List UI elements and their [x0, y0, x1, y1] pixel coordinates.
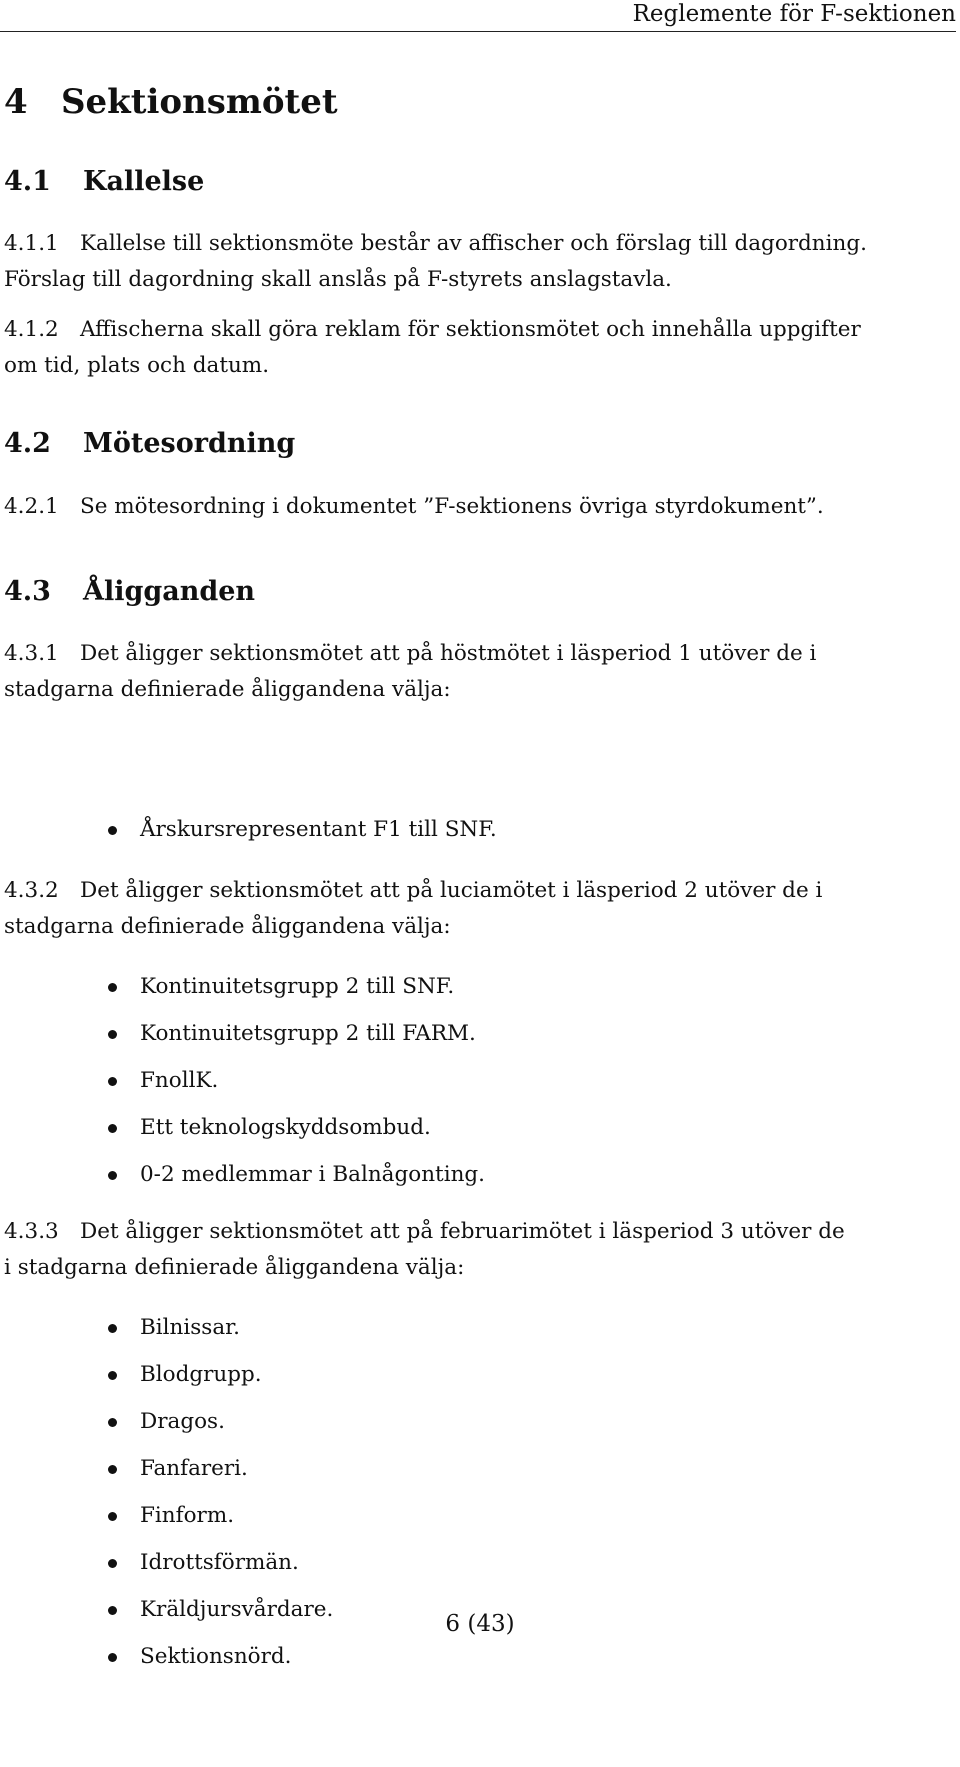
subsection-heading-aligganden [4, 576, 255, 608]
list-item [0, 1548, 333, 1595]
list-item [0, 1066, 485, 1113]
paragraph-4-1-2 [4, 312, 861, 384]
subsection-title: Åligganden [83, 576, 256, 607]
paragraph-4-1-1 [4, 226, 867, 298]
list-item [0, 1642, 333, 1689]
page-number: 6 (43) [445, 1611, 515, 1637]
paragraph-text: Det åligger sektionsmötet att på luciamötet i läsperiod 2 utöver de i [80, 878, 823, 903]
bullet-icon [108, 1324, 117, 1333]
paragraph-4-3-2 [4, 873, 822, 945]
list-item [0, 1113, 485, 1160]
bullet-icon [108, 1465, 117, 1474]
paragraph-number: 4.1.2 [4, 317, 59, 342]
subsection-heading-motesordning [4, 428, 295, 460]
list-item-text: Årskursrepresentant F1 till SNF. [140, 817, 497, 842]
subsection-title: Kallelse [83, 166, 205, 197]
list-item-text: Idrottsförmän. [140, 1550, 299, 1575]
bullet-icon [108, 1371, 117, 1380]
list-item [0, 1313, 333, 1360]
list-item-text: FnollK. [140, 1068, 219, 1093]
paragraph-text: stadgarna definierade åliggandena välja: [4, 914, 451, 939]
bullet-icon [108, 1077, 117, 1086]
paragraph-text: Se mötesordning i dokumentet ”F-sektionens övriga styrdokument”. [80, 494, 824, 519]
paragraph-4-3-1 [4, 636, 816, 708]
bullet-icon [108, 983, 117, 992]
list-item-text: Kontinuitetsgrupp 2 till FARM. [140, 1021, 476, 1046]
list-item [0, 815, 497, 862]
subsection-number: 4.3 [4, 576, 51, 607]
list-item-text: Kontinuitetsgrupp 2 till SNF. [140, 974, 455, 999]
list-item-text: Fanfareri. [140, 1456, 248, 1481]
subsection-number: 4.1 [4, 166, 51, 197]
paragraph-text: Förslag till dagordning skall anslås på F-styrets anslagstavla. [4, 267, 672, 292]
paragraph-text: Affischerna skall göra reklam för sektionsmötet och innehålla uppgifter [80, 317, 861, 342]
list-item [0, 1019, 485, 1066]
list-item-text: 0-2 medlemmar i Balnågonting. [140, 1162, 486, 1187]
list-item [0, 1501, 333, 1548]
list-item [0, 1454, 333, 1501]
paragraph-number: 4.3.1 [4, 641, 59, 666]
subsection-heading-kallelse [4, 166, 204, 198]
subsection-title: Mötesordning [83, 428, 296, 459]
paragraph-number: 4.2.1 [4, 494, 59, 519]
list-item-text: Finform. [140, 1503, 235, 1528]
section-title: Sektionsmötet [61, 82, 338, 122]
running-head: Reglemente för F-sektionen [632, 1, 956, 27]
paragraph-text: i stadgarna definierade åliggandena välja: [4, 1255, 465, 1280]
section-heading [4, 82, 338, 122]
list-item-text: Blodgrupp. [140, 1362, 262, 1387]
list-item-text: Bilnissar. [140, 1315, 240, 1340]
bullet-icon [108, 1653, 117, 1662]
list-item-text: Ett teknologskyddsombud. [140, 1115, 431, 1140]
bullet-icon [108, 1124, 117, 1133]
bullet-icon [108, 1030, 117, 1039]
paragraph-4-2-1 [4, 489, 824, 525]
paragraph-number: 4.3.3 [4, 1219, 59, 1244]
list-item [0, 1360, 333, 1407]
bullet-list-4-3-1 [0, 815, 497, 862]
list-item [0, 972, 485, 1019]
bullet-icon [108, 1559, 117, 1568]
list-item-text: Dragos. [140, 1409, 225, 1434]
list-item [0, 1160, 485, 1207]
section-number: 4 [4, 82, 28, 122]
bullet-icon [108, 826, 117, 835]
paragraph-text: stadgarna definierade åliggandena välja: [4, 677, 451, 702]
paragraph-text: om tid, plats och datum. [4, 353, 270, 378]
list-item-text: Kräldjursvårdare. [140, 1597, 334, 1622]
list-item [0, 1407, 333, 1454]
bullet-icon [108, 1171, 117, 1180]
bullet-icon [108, 1418, 117, 1427]
paragraph-text: Det åligger sektionsmötet att på höstmötet i läsperiod 1 utöver de i [80, 641, 817, 666]
bullet-icon [108, 1512, 117, 1521]
page-header [0, 0, 960, 32]
header-rule [0, 31, 956, 32]
paragraph-4-3-3 [4, 1214, 845, 1286]
paragraph-number: 4.3.2 [4, 878, 59, 903]
paragraph-number: 4.1.1 [4, 231, 59, 256]
paragraph-text: Kallelse till sektionsmöte består av affischer och förslag till dagordning. [80, 231, 867, 256]
subsection-number: 4.2 [4, 428, 51, 459]
paragraph-text: Det åligger sektionsmötet att på februarimötet i läsperiod 3 utöver de [80, 1219, 845, 1244]
list-item-text: Sektionsnörd. [140, 1644, 292, 1669]
bullet-list-4-3-2 [0, 972, 485, 1207]
